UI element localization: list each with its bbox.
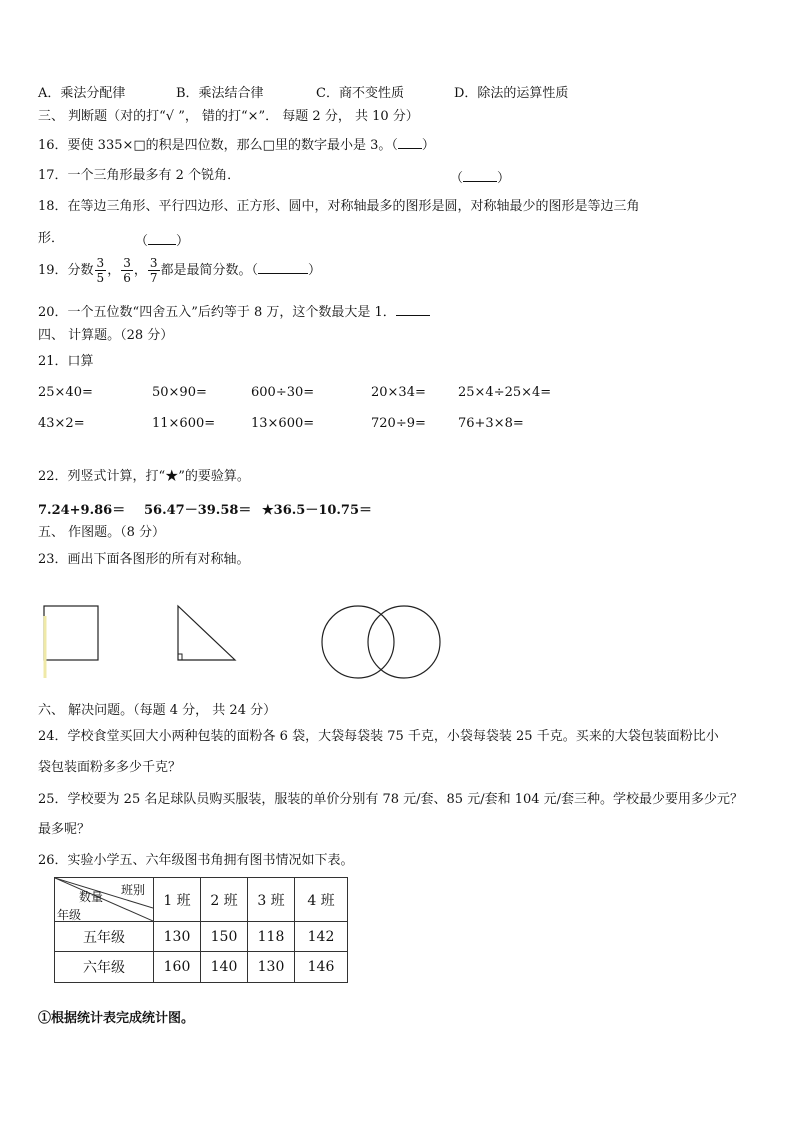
- header-quantity: 数量: [79, 890, 104, 904]
- square-shape[interactable]: [44, 606, 98, 660]
- section-4-heading: 四、 计算题。（28 分）: [38, 328, 174, 343]
- answer-blank[interactable]: [398, 135, 422, 149]
- answer-blank[interactable]: [148, 231, 176, 245]
- question-19-end: ）: [308, 263, 322, 278]
- column-calc: 56.47－39.58＝: [144, 503, 252, 518]
- fraction: [148, 256, 160, 285]
- diagonal-header-cell: [55, 878, 154, 922]
- paren-open: （: [450, 171, 464, 186]
- option-a: A．乘法分配律: [38, 86, 126, 101]
- question-16-end: ）: [421, 138, 435, 153]
- row-label: 五年级: [55, 922, 154, 952]
- option-c: C．商不变性质: [316, 86, 404, 101]
- question-23: 23．画出下面各图形的所有对称轴。: [38, 552, 250, 567]
- question-24-line-1: 24．学校食堂买回大小两种包装的面粉各 6 袋，大袋每袋装 75 千克，小袋每袋装 25 千克。买来的大袋包装面粉比小: [38, 729, 719, 744]
- mental-calc: 720÷9=: [371, 416, 426, 431]
- column-header: 1 班: [154, 878, 201, 922]
- question-22-title: 22．列竖式计算，打“★”的要验算。: [38, 469, 250, 484]
- mental-calc: 76+3×8=: [458, 416, 524, 431]
- table-cell: 142: [295, 922, 348, 952]
- right-triangle-shape[interactable]: [178, 606, 235, 660]
- circle-right-shape[interactable]: [368, 606, 440, 678]
- question-16: [38, 135, 435, 155]
- question-20: [38, 302, 430, 322]
- circle-left-shape[interactable]: [322, 606, 394, 678]
- question-19-prefix: 19．分数: [38, 263, 94, 278]
- answer-blank[interactable]: [463, 168, 497, 182]
- numerator: 3: [96, 256, 105, 270]
- numerator: 3: [149, 256, 158, 270]
- mental-calc: 600÷30=: [251, 385, 315, 400]
- mental-calc: 25×4÷25×4=: [458, 385, 552, 400]
- question-25-line-1: 25．学校要为 25 名足球队员购买服装，服装的单价分别有 78 元/套、85 元/套和 104 元/套三种。学校最少要用多少元？: [38, 792, 744, 807]
- paren-open: （: [135, 234, 149, 249]
- numerator: 3: [123, 256, 131, 270]
- column-calc: ★36.5－10.75＝: [262, 503, 373, 518]
- question-16-text: 16．要使 335×□的积是四位数，那么□里的数字最小是 3。（: [38, 138, 398, 153]
- mental-calc: 11×600=: [152, 416, 216, 431]
- option-d: D．除法的运算性质: [454, 86, 569, 101]
- answer-blank[interactable]: [258, 260, 308, 274]
- question-19-suffix: 都是最简分数。（: [160, 263, 259, 278]
- mental-calc: 13×600=: [251, 416, 315, 431]
- book-table: [54, 877, 348, 983]
- column-header: 2 班: [201, 878, 248, 922]
- mental-calc: 20×34=: [371, 385, 426, 400]
- separator: ，: [107, 263, 121, 278]
- mental-calc: 43×2=: [38, 416, 85, 431]
- question-26-title: 26．实验小学五、六年级图书角拥有图书情况如下表。: [38, 853, 354, 868]
- question-24-line-2: 袋包装面粉多多少千克？: [38, 760, 182, 775]
- question-19: [38, 254, 321, 288]
- fraction: [121, 256, 133, 285]
- table-cell: 118: [248, 922, 295, 952]
- denominator: 7: [149, 271, 158, 285]
- question-18-line-1: 18．在等边三角形、平行四边形、正方形、圆中，对称轴最多的图形是圆，对称轴最少的图形是等边三角: [38, 199, 640, 214]
- mental-calc: 50×90=: [152, 385, 207, 400]
- denominator: 6: [123, 271, 131, 285]
- paren-close: ）: [176, 234, 190, 249]
- question-18-line-2: [38, 230, 64, 248]
- section-5-heading: 五、 作图题。（8 分）: [38, 525, 166, 540]
- fraction: [95, 256, 107, 285]
- table-header-row: [55, 878, 348, 922]
- table-cell: 140: [201, 952, 248, 983]
- answer-blank[interactable]: [396, 302, 430, 316]
- mental-calc: 25×40=: [38, 385, 93, 400]
- question-21-title: 21．口算: [38, 354, 94, 369]
- figures: [36, 598, 456, 684]
- denominator: 5: [96, 271, 105, 285]
- row-label: 六年级: [55, 952, 154, 983]
- paren-close: ）: [497, 171, 511, 186]
- separator: ，: [133, 263, 147, 278]
- question-25-line-2: 最多呢？: [38, 822, 91, 837]
- question-20-text: 20．一个五位数“四舍五入”后约等于 8 万，这个数最大是 1．: [38, 305, 396, 320]
- sub-question-1: ①根据统计表完成统计图。: [38, 1011, 195, 1026]
- table-cell: 146: [295, 952, 348, 983]
- question-18-answer: [135, 230, 189, 249]
- question-17-answer: [450, 167, 510, 186]
- table-cell: 160: [154, 952, 201, 983]
- question-17: [38, 167, 240, 185]
- table-cell: 130: [154, 922, 201, 952]
- table-row: [55, 922, 348, 952]
- header-class: 班别: [121, 883, 146, 897]
- section-6-heading: 六、 解决问题。（每题 4 分， 共 24 分）: [38, 703, 277, 718]
- table-row: [55, 952, 348, 983]
- column-calc: 7.24+9.86＝: [38, 503, 126, 518]
- option-b: B．乘法结合律: [176, 86, 264, 101]
- header-grade: 年级: [57, 908, 82, 922]
- column-header: 4 班: [295, 878, 348, 922]
- column-header: 3 班: [248, 878, 295, 922]
- question-18-text: 形．: [38, 231, 65, 246]
- table-cell: 130: [248, 952, 295, 983]
- question-17-text: 17．一个三角形最多有 2 个锐角．: [38, 168, 241, 183]
- table-cell: 150: [201, 922, 248, 952]
- section-3-heading: 三、 判断题（对的打“√ ”， 错的打“×”． 每题 2 分， 共 10 分）: [38, 109, 419, 124]
